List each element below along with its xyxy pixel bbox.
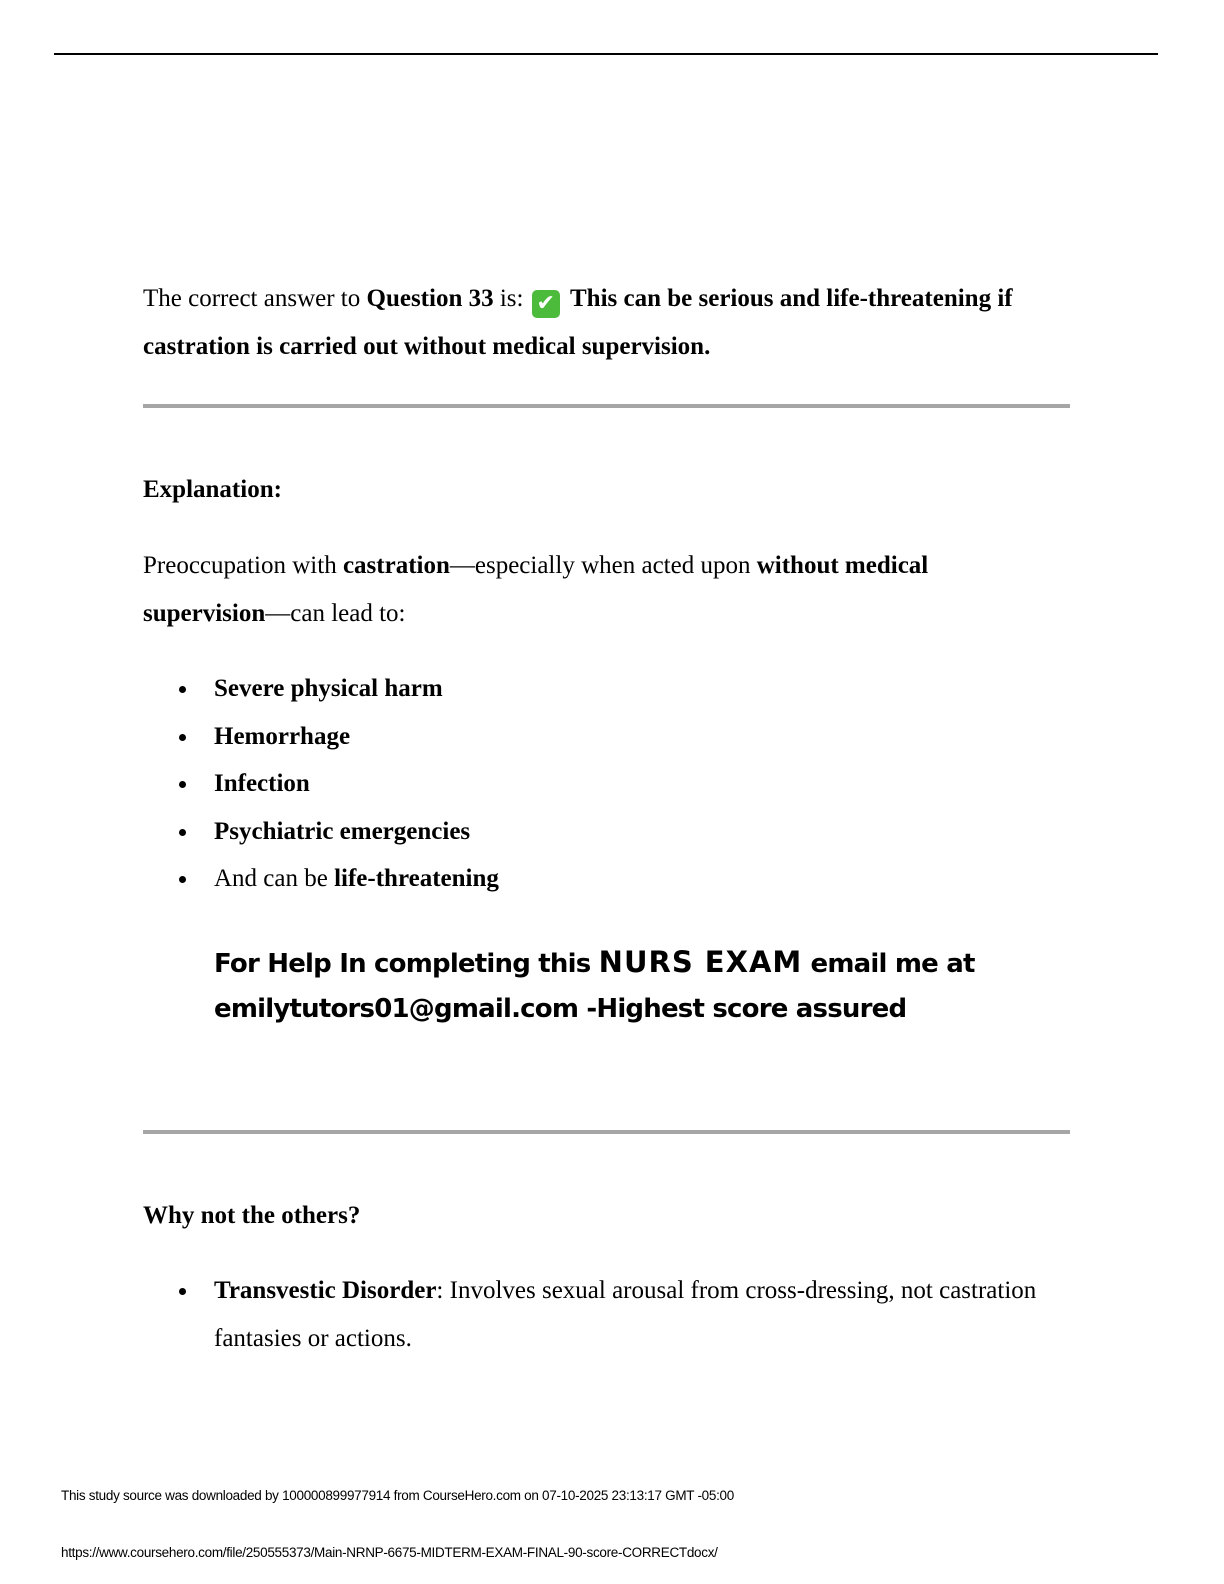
header-rule bbox=[54, 53, 1158, 55]
list-item: Hemorrhage bbox=[143, 713, 1063, 761]
explanation-heading: Explanation: bbox=[143, 476, 282, 503]
list-item: Severe physical harm bbox=[143, 665, 1063, 713]
explanation-intro: Preoccupation with castration—especially when acted upon without medical supervision—can lead to: bbox=[143, 552, 929, 627]
question-number: Question 33 bbox=[366, 285, 494, 312]
source-url: https://www.coursehero.com/file/250555373/Main-NRNP-6675-MIDTERM-EXAM-FINAL-90-score-CORRECTdocx/ bbox=[61, 1545, 718, 1560]
promo-highlight: NURS EXAM bbox=[598, 945, 803, 979]
list-item: Transvestic Disorder: Involves sexual arousal from cross-dressing, not castration fantasies or actions. bbox=[143, 1267, 1063, 1363]
list-item: And can be life-threatening bbox=[143, 855, 1063, 903]
download-notice: This study source was downloaded by 100000899977914 from CourseHero.com on 07-10-2025 23:13:17 GMT -05:00 bbox=[61, 1488, 734, 1503]
why-not-heading: Why not the others? bbox=[143, 1202, 361, 1229]
section-separator bbox=[143, 1130, 1070, 1134]
list-item: Psychiatric emergencies bbox=[143, 808, 1063, 856]
consequence-list bbox=[143, 665, 1063, 903]
correct-answer-text: This can be serious and life-threatening if castration is carried out without medical supervision. bbox=[143, 285, 1013, 360]
promo-text: For Help In completing this NURS EXAM email me at emilytutors01@gmail.com -Highest score assured bbox=[214, 945, 975, 1024]
section-separator bbox=[143, 404, 1070, 408]
answer-statement: The correct answer to Question 33 is: ✔ This can be serious and life-threatening if castration is carried out without medical supervision. bbox=[143, 285, 1013, 360]
why-not-list bbox=[143, 1267, 1063, 1363]
promo-email-line: emilytutors01@gmail.com -Highest score assured bbox=[214, 994, 907, 1024]
list-item: Infection bbox=[143, 760, 1063, 808]
check-mark-button-icon: ✔ bbox=[532, 290, 560, 318]
